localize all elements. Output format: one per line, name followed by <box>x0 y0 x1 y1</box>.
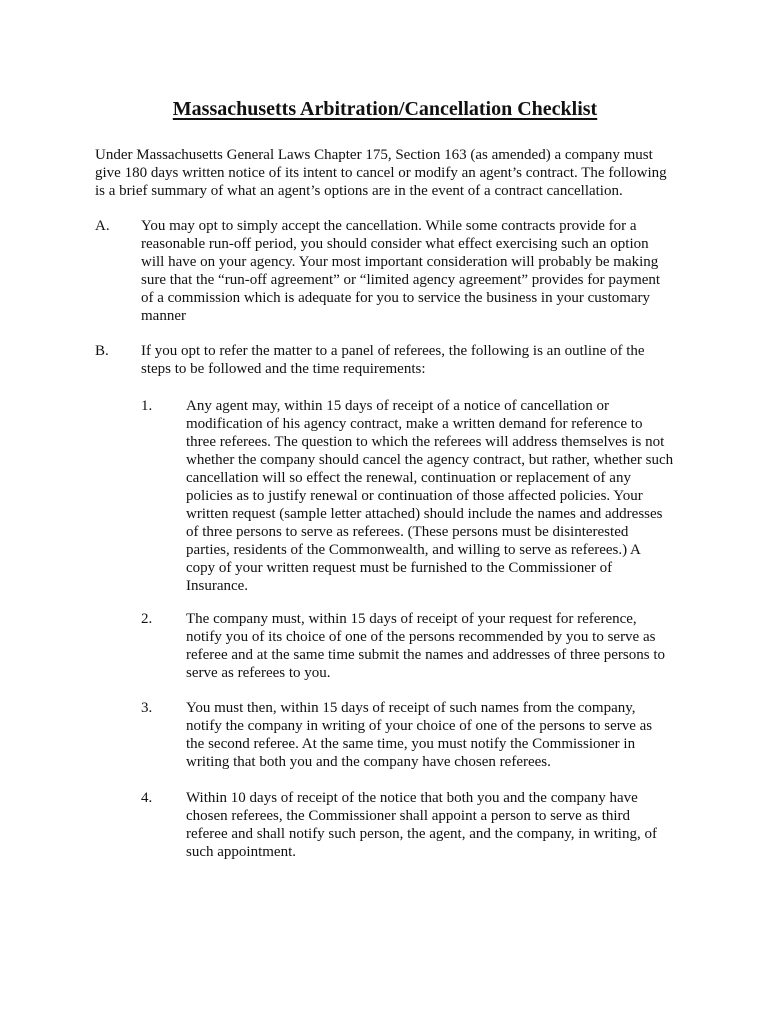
step-3-paragraph <box>186 699 706 771</box>
paragraph-line: The company must, within 15 days of receipt of your request for reference, <box>186 611 637 627</box>
paragraph-line: Within 10 days of receipt of the notice that both you and the company have <box>186 790 638 806</box>
page-title: Massachusetts Arbitration/Cancellation Checklist <box>172 98 598 120</box>
paragraph-line: of three persons to serve as referees. (These persons must be disinterested <box>186 524 629 540</box>
paragraph-line: serve as referees to you. <box>186 665 331 681</box>
paragraph-line: policies as to justify renewal or continuation of those affected policies. Your <box>186 488 643 504</box>
section-a-paragraph <box>141 217 701 325</box>
step-1-paragraph <box>186 397 706 595</box>
paragraph-line: Any agent may, within 15 days of receipt of a notice of cancellation or <box>186 398 610 414</box>
paragraph-line: referee and at the same time submit the names and addresses of three persons to <box>186 647 665 663</box>
intro-line: is a brief summary of what an agent’s options are in the event of a contract cancellation. <box>95 183 623 199</box>
paragraph-line: copy of your written request must be furnished to the Commissioner of <box>186 560 613 576</box>
intro-line: give 180 days written notice of its intent to cancel or modify an agent’s contract. The following <box>95 165 667 181</box>
paragraph-line: modification of his agency contract, make a written demand for reference to <box>186 416 643 432</box>
paragraph-line: the second referee. At the same time, you must notify the Commissioner in <box>186 736 636 752</box>
paragraph-line: If you opt to refer the matter to a panel of referees, the following is an outline of the <box>141 343 645 359</box>
section-b-marker: B. <box>95 343 109 359</box>
paragraph-line: parties, residents of the Commonwealth, and willing to serve as referees.) A <box>186 542 641 558</box>
step-3-marker: 3. <box>141 700 153 716</box>
paragraph-line: sure that the “run-off agreement” or “limited agency agreement” provides for payment <box>141 272 661 288</box>
paragraph-line: will have on your agency. Your most important consideration will probably be making <box>141 254 659 270</box>
step-2-paragraph <box>186 610 706 682</box>
paragraph-line: referee and shall notify such person, the agent, and the company, in writing, of <box>186 826 657 842</box>
step-4-marker: 4. <box>141 790 153 806</box>
step-1-marker: 1. <box>141 398 153 414</box>
section-b-paragraph <box>141 342 701 378</box>
section-a-marker: A. <box>95 218 110 234</box>
paragraph-line: You may opt to simply accept the cancellation. While some contracts provide for a <box>141 218 637 234</box>
paragraph-line: writing that both you and the company have chosen referees. <box>186 754 551 770</box>
paragraph-line: notify you of its choice of one of the persons recommended by you to serve as <box>186 629 656 645</box>
paragraph-line: steps to be followed and the time requirements: <box>141 361 426 377</box>
paragraph-line: notify the company in writing of your choice of one of the persons to serve as <box>186 718 653 734</box>
paragraph-line: whether the company should cancel the agency contract, but rather, whether such <box>186 452 674 468</box>
paragraph-line: chosen referees, the Commissioner shall appoint a person to serve as third <box>186 808 631 824</box>
paragraph-line: cancellation will so effect the renewal, continuation or replacement of any <box>186 470 631 486</box>
intro-paragraph <box>95 146 695 200</box>
step-4-paragraph <box>186 789 706 861</box>
paragraph-line: reasonable run-off period, you should consider what effect exercising such an option <box>141 236 649 252</box>
paragraph-line: manner <box>141 308 186 324</box>
paragraph-line: Insurance. <box>186 578 249 594</box>
step-2-marker: 2. <box>141 611 153 627</box>
paragraph-line: written request (sample letter attached) should include the names and addresses <box>186 506 663 522</box>
paragraph-line: three referees. The question to which the referees will address themselves is not <box>186 434 665 450</box>
paragraph-line: You must then, within 15 days of receipt of such names from the company, <box>186 700 636 716</box>
paragraph-line: of a commission which is adequate for you to service the business in your customary <box>141 290 651 306</box>
paragraph-line: such appointment. <box>186 844 296 860</box>
intro-line: Under Massachusetts General Laws Chapter 175, Section 163 (as amended) a company must <box>95 147 653 163</box>
